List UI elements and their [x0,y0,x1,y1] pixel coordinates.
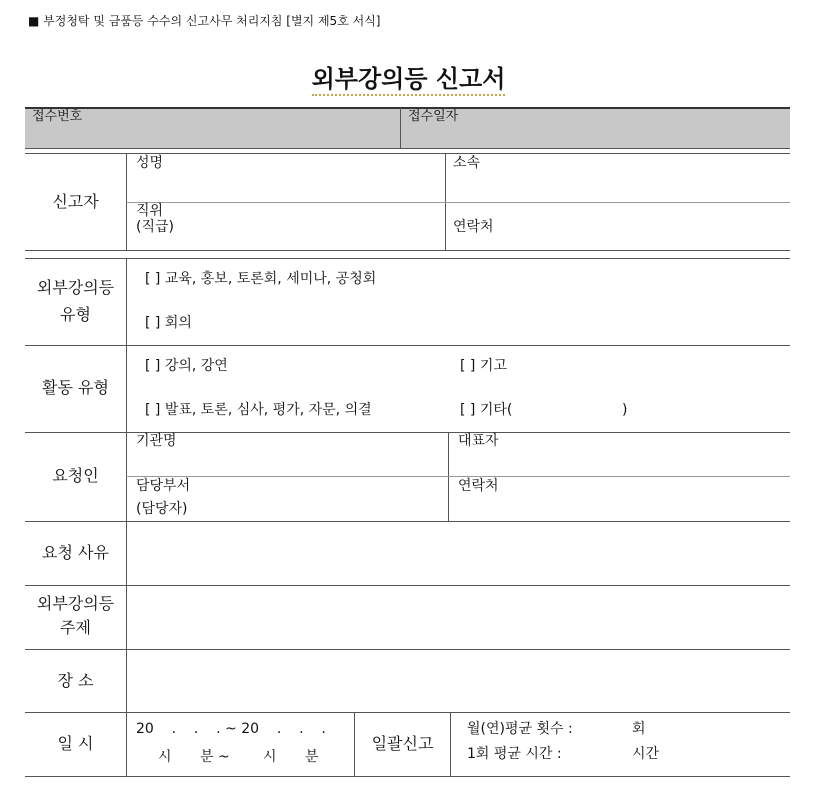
activity-option-other-close: ) [622,402,628,418]
page-title: 외부강의등 신고서 [0,64,817,94]
lecture-type-option-meeting[interactable]: [ ] 회의 [145,315,192,331]
reporter-rank-label: (직급) [136,219,174,235]
place-field[interactable] [127,650,790,712]
requester-rep-label: 대표자 [458,433,499,449]
topic-label-2: 주제 [60,618,91,637]
lecture-type-label-2: 유형 [60,305,91,324]
lecture-type-label: 외부강의등 [36,278,115,297]
activity-option-contribution[interactable]: [ ] 기고 [460,358,507,374]
reception-date-label: 접수일자 [408,109,459,124]
requester-org-label: 기관명 [136,433,177,449]
reporter-section-label: 신고자 [52,192,99,211]
datetime-label: 일 시 [57,734,94,753]
date-range-line[interactable]: 20 . . . ~ 20 . . . [136,721,326,737]
bulk-report-label: 일괄신고 [371,734,434,753]
reporter-affiliation-label: 소속 [453,155,481,171]
requester-section-label: 요청인 [52,466,99,485]
place-label: 장 소 [57,671,94,690]
request-reason-label: 요청 사유 [42,543,109,562]
reception-number-label: 접수번호 [32,109,83,124]
avg-time-label: 1회 평균 시간 : [467,746,562,762]
activity-type-label: 활동 유형 [42,378,109,397]
monthly-count-label: 월(연)평균 횟수 : [467,721,573,737]
time-min-start: 분 ~ [200,749,230,765]
requester-dept-label: 담당부서 [136,478,191,494]
requester-person-label: (담당자) [136,501,188,517]
form-header-note: ■ 부정청탁 및 금품등 수수의 신고사무 처리지침 [별지 제5호 서식] [28,14,381,28]
lecture-type-option-education[interactable]: [ ] 교육, 홍보, 토론회, 세미나, 공청회 [145,271,377,287]
activity-option-presentation[interactable]: [ ] 발표, 토론, 심사, 평가, 자문, 의결 [145,402,372,418]
activity-option-lecture[interactable]: [ ] 강의, 강연 [145,358,228,374]
reporter-position-label: 직위 [136,203,164,219]
reporter-name-label: 성명 [136,155,164,171]
topic-field[interactable] [127,586,790,649]
time-hour-end: 시 [263,749,277,765]
monthly-count-unit: 회 [632,721,646,737]
reporter-contact-label: 연락처 [453,219,494,235]
activity-option-other[interactable]: [ ] 기타( [460,402,513,418]
topic-label: 외부강의등 [36,594,115,613]
avg-time-unit: 시간 [632,746,660,762]
request-reason-field[interactable] [127,522,790,585]
time-hour-start: 시 [158,749,172,765]
requester-contact-label: 연락처 [458,478,499,494]
time-min-end: 분 [305,749,319,765]
